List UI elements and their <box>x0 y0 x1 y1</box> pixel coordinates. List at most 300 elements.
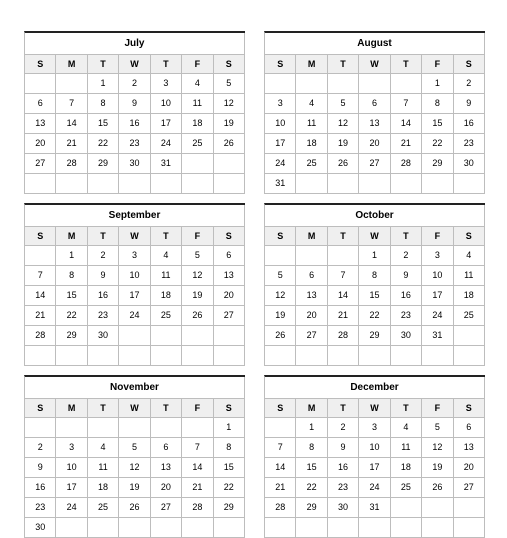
weekday-header: S <box>265 227 296 246</box>
day-cell: 31 <box>265 174 296 194</box>
day-cell: 1 <box>88 74 119 94</box>
day-cell: 6 <box>359 94 390 114</box>
month-calendar <box>24 31 245 194</box>
day-cell: 27 <box>296 326 327 346</box>
weekday-header-row <box>265 55 485 74</box>
day-cell <box>182 154 213 174</box>
weekday-header: T <box>391 55 422 74</box>
day-cell: 12 <box>422 438 453 458</box>
weekday-header: T <box>151 399 182 418</box>
month-title: July <box>25 33 245 55</box>
day-cell: 3 <box>265 94 296 114</box>
week-row <box>265 326 485 346</box>
weekday-header: S <box>25 55 56 74</box>
weekday-header: S <box>265 399 296 418</box>
day-cell: 8 <box>296 438 327 458</box>
day-cell: 26 <box>422 478 453 498</box>
day-cell: 10 <box>359 438 390 458</box>
week-row <box>25 498 245 518</box>
day-cell <box>265 74 296 94</box>
day-cell: 18 <box>454 286 485 306</box>
day-cell <box>359 346 390 366</box>
day-cell: 6 <box>214 246 245 266</box>
day-cell: 13 <box>359 114 390 134</box>
day-cell: 26 <box>328 154 359 174</box>
day-cell <box>328 246 359 266</box>
day-cell: 5 <box>119 438 150 458</box>
week-row <box>265 286 485 306</box>
week-row <box>25 438 245 458</box>
day-cell: 9 <box>454 94 485 114</box>
day-cell: 30 <box>88 326 119 346</box>
week-row <box>25 134 245 154</box>
day-cell: 22 <box>422 134 453 154</box>
day-cell: 6 <box>296 266 327 286</box>
week-row <box>25 286 245 306</box>
month-calendar <box>264 203 485 366</box>
week-row <box>25 418 245 438</box>
week-row <box>265 438 485 458</box>
day-cell: 23 <box>328 478 359 498</box>
day-cell <box>56 74 87 94</box>
week-row <box>25 114 245 134</box>
day-cell: 23 <box>119 134 150 154</box>
day-cell <box>422 346 453 366</box>
day-cell <box>454 174 485 194</box>
day-cell: 4 <box>296 94 327 114</box>
day-cell: 15 <box>214 458 245 478</box>
week-row <box>25 306 245 326</box>
weekday-header: W <box>359 399 390 418</box>
day-cell: 19 <box>422 458 453 478</box>
day-cell: 24 <box>56 498 87 518</box>
week-row <box>25 326 245 346</box>
week-row <box>265 498 485 518</box>
day-cell: 8 <box>214 438 245 458</box>
day-cell <box>214 174 245 194</box>
day-cell <box>296 346 327 366</box>
weekday-header: T <box>391 227 422 246</box>
day-cell: 15 <box>88 114 119 134</box>
day-cell: 27 <box>214 306 245 326</box>
day-cell <box>88 346 119 366</box>
weekday-header: M <box>296 399 327 418</box>
day-cell: 15 <box>56 286 87 306</box>
day-cell: 26 <box>265 326 296 346</box>
day-cell <box>422 518 453 538</box>
day-cell: 27 <box>454 478 485 498</box>
day-cell: 10 <box>119 266 150 286</box>
week-row <box>265 134 485 154</box>
weekday-header-row <box>265 399 485 418</box>
day-cell: 23 <box>88 306 119 326</box>
weekday-header: M <box>296 55 327 74</box>
day-cell: 27 <box>151 498 182 518</box>
day-cell: 18 <box>296 134 327 154</box>
day-cell: 1 <box>214 418 245 438</box>
day-cell: 2 <box>119 74 150 94</box>
day-cell: 16 <box>391 286 422 306</box>
week-row <box>265 418 485 438</box>
day-cell: 15 <box>359 286 390 306</box>
day-cell <box>151 326 182 346</box>
day-cell: 11 <box>296 114 327 134</box>
week-row <box>265 346 485 366</box>
day-cell: 9 <box>88 266 119 286</box>
day-cell <box>214 326 245 346</box>
day-cell: 22 <box>296 478 327 498</box>
day-cell: 24 <box>119 306 150 326</box>
day-cell <box>454 346 485 366</box>
day-cell: 20 <box>359 134 390 154</box>
day-cell: 31 <box>151 154 182 174</box>
day-cell: 25 <box>88 498 119 518</box>
weekday-header: F <box>422 227 453 246</box>
day-cell: 2 <box>454 74 485 94</box>
day-cell <box>422 174 453 194</box>
day-cell: 23 <box>25 498 56 518</box>
weekday-header: F <box>422 55 453 74</box>
day-cell: 14 <box>328 286 359 306</box>
day-cell: 4 <box>391 418 422 438</box>
day-cell: 16 <box>88 286 119 306</box>
day-cell: 21 <box>56 134 87 154</box>
day-cell <box>151 418 182 438</box>
weekday-header-row <box>25 227 245 246</box>
day-cell <box>214 518 245 538</box>
weekday-header: T <box>328 55 359 74</box>
weekday-header-row <box>265 227 485 246</box>
day-cell: 20 <box>151 478 182 498</box>
day-cell: 1 <box>56 246 87 266</box>
day-cell <box>119 174 150 194</box>
day-cell: 11 <box>391 438 422 458</box>
day-cell: 25 <box>454 306 485 326</box>
day-cell <box>296 174 327 194</box>
day-cell: 30 <box>391 326 422 346</box>
weekday-header: T <box>88 399 119 418</box>
day-cell: 9 <box>119 94 150 114</box>
day-cell: 29 <box>296 498 327 518</box>
day-cell: 19 <box>214 114 245 134</box>
month-title: November <box>25 377 245 399</box>
day-cell: 21 <box>391 134 422 154</box>
day-cell: 30 <box>25 518 56 538</box>
month-title: October <box>265 205 485 227</box>
day-cell <box>25 74 56 94</box>
day-cell: 8 <box>88 94 119 114</box>
day-cell: 30 <box>328 498 359 518</box>
week-row <box>25 518 245 538</box>
day-cell: 20 <box>214 286 245 306</box>
day-cell: 29 <box>88 154 119 174</box>
day-cell <box>56 418 87 438</box>
day-cell <box>359 518 390 538</box>
day-cell: 5 <box>265 266 296 286</box>
week-row <box>25 478 245 498</box>
weekday-header: F <box>422 399 453 418</box>
day-cell: 21 <box>182 478 213 498</box>
day-cell: 24 <box>359 478 390 498</box>
weekday-header: M <box>56 55 87 74</box>
day-cell: 5 <box>214 74 245 94</box>
day-cell: 12 <box>328 114 359 134</box>
day-cell <box>119 518 150 538</box>
day-cell: 15 <box>296 458 327 478</box>
day-cell <box>296 246 327 266</box>
day-cell: 16 <box>328 458 359 478</box>
day-cell <box>214 346 245 366</box>
day-cell: 22 <box>88 134 119 154</box>
day-cell <box>328 74 359 94</box>
day-cell: 5 <box>182 246 213 266</box>
day-cell: 22 <box>214 478 245 498</box>
weekday-header: F <box>182 399 213 418</box>
day-cell: 26 <box>182 306 213 326</box>
day-cell <box>25 246 56 266</box>
day-cell: 2 <box>88 246 119 266</box>
day-cell <box>391 346 422 366</box>
weekday-header: M <box>296 227 327 246</box>
day-cell: 9 <box>25 458 56 478</box>
day-cell <box>214 154 245 174</box>
week-row <box>265 174 485 194</box>
day-cell: 9 <box>391 266 422 286</box>
day-cell: 29 <box>214 498 245 518</box>
day-cell <box>88 174 119 194</box>
week-row <box>25 266 245 286</box>
day-cell: 1 <box>359 246 390 266</box>
weekday-header: W <box>119 227 150 246</box>
day-cell: 28 <box>391 154 422 174</box>
day-cell <box>119 346 150 366</box>
day-cell: 7 <box>182 438 213 458</box>
day-cell <box>391 74 422 94</box>
weekday-header: S <box>265 55 296 74</box>
day-cell <box>391 498 422 518</box>
week-row <box>265 94 485 114</box>
week-row <box>25 458 245 478</box>
day-cell: 17 <box>119 286 150 306</box>
day-cell: 14 <box>182 458 213 478</box>
day-cell <box>265 418 296 438</box>
week-row <box>265 458 485 478</box>
day-cell: 24 <box>151 134 182 154</box>
day-cell: 3 <box>119 246 150 266</box>
weekday-header: T <box>328 399 359 418</box>
day-cell: 4 <box>88 438 119 458</box>
day-cell <box>422 498 453 518</box>
day-cell: 13 <box>151 458 182 478</box>
day-cell <box>88 418 119 438</box>
day-cell <box>119 418 150 438</box>
day-cell: 26 <box>119 498 150 518</box>
week-row <box>265 478 485 498</box>
day-cell <box>328 346 359 366</box>
day-cell: 28 <box>182 498 213 518</box>
day-cell <box>265 518 296 538</box>
day-cell: 13 <box>214 266 245 286</box>
day-cell: 4 <box>454 246 485 266</box>
day-cell: 11 <box>182 94 213 114</box>
month-title: August <box>265 33 485 55</box>
day-cell: 21 <box>328 306 359 326</box>
day-cell: 20 <box>25 134 56 154</box>
day-cell: 8 <box>359 266 390 286</box>
day-cell <box>391 174 422 194</box>
day-cell: 23 <box>391 306 422 326</box>
day-cell: 2 <box>391 246 422 266</box>
day-cell: 13 <box>25 114 56 134</box>
day-cell: 21 <box>265 478 296 498</box>
day-cell <box>182 174 213 194</box>
day-cell: 9 <box>328 438 359 458</box>
week-row <box>265 266 485 286</box>
week-row <box>265 74 485 94</box>
day-cell <box>151 518 182 538</box>
day-cell <box>359 74 390 94</box>
day-cell: 29 <box>422 154 453 174</box>
day-cell <box>56 174 87 194</box>
day-cell: 22 <box>56 306 87 326</box>
day-cell: 7 <box>25 266 56 286</box>
day-cell: 18 <box>88 478 119 498</box>
day-cell: 14 <box>391 114 422 134</box>
day-cell: 5 <box>328 94 359 114</box>
weekday-header: S <box>454 55 485 74</box>
week-row <box>25 74 245 94</box>
day-cell: 3 <box>359 418 390 438</box>
week-row <box>25 246 245 266</box>
day-cell: 21 <box>25 306 56 326</box>
day-cell: 26 <box>214 134 245 154</box>
day-cell: 14 <box>25 286 56 306</box>
month-calendar <box>264 31 485 194</box>
day-cell: 7 <box>328 266 359 286</box>
day-cell: 16 <box>119 114 150 134</box>
day-cell: 3 <box>56 438 87 458</box>
day-cell <box>391 518 422 538</box>
day-cell: 25 <box>296 154 327 174</box>
weekday-header: M <box>56 399 87 418</box>
day-cell: 15 <box>422 114 453 134</box>
day-cell <box>359 174 390 194</box>
weekday-header: S <box>454 227 485 246</box>
week-row <box>25 154 245 174</box>
day-cell <box>182 518 213 538</box>
weekday-header: F <box>182 227 213 246</box>
day-cell: 12 <box>214 94 245 114</box>
day-cell: 24 <box>422 306 453 326</box>
day-cell: 22 <box>359 306 390 326</box>
weekday-header: T <box>151 227 182 246</box>
day-cell: 27 <box>359 154 390 174</box>
day-cell: 17 <box>265 134 296 154</box>
weekday-header-row <box>25 55 245 74</box>
day-cell: 30 <box>119 154 150 174</box>
day-cell: 4 <box>151 246 182 266</box>
day-cell <box>88 518 119 538</box>
weekday-header: S <box>454 399 485 418</box>
day-cell: 6 <box>25 94 56 114</box>
day-cell <box>265 346 296 366</box>
day-cell: 13 <box>454 438 485 458</box>
day-cell: 8 <box>56 266 87 286</box>
day-cell <box>151 346 182 366</box>
day-cell: 10 <box>56 458 87 478</box>
day-cell <box>454 518 485 538</box>
day-cell: 29 <box>359 326 390 346</box>
day-cell: 2 <box>25 438 56 458</box>
day-cell: 31 <box>359 498 390 518</box>
day-cell: 11 <box>454 266 485 286</box>
day-cell: 7 <box>391 94 422 114</box>
day-cell <box>25 418 56 438</box>
day-cell: 4 <box>182 74 213 94</box>
day-cell: 29 <box>56 326 87 346</box>
day-cell <box>56 518 87 538</box>
day-cell: 11 <box>88 458 119 478</box>
day-cell: 25 <box>151 306 182 326</box>
day-cell <box>25 346 56 366</box>
day-cell: 7 <box>56 94 87 114</box>
day-cell: 2 <box>328 418 359 438</box>
weekday-header: T <box>328 227 359 246</box>
month-title: September <box>25 205 245 227</box>
weekday-header: T <box>88 227 119 246</box>
day-cell: 19 <box>328 134 359 154</box>
day-cell: 13 <box>296 286 327 306</box>
day-cell: 5 <box>422 418 453 438</box>
day-cell: 18 <box>391 458 422 478</box>
day-cell: 19 <box>265 306 296 326</box>
day-cell: 27 <box>25 154 56 174</box>
day-cell: 28 <box>265 498 296 518</box>
weekday-header: T <box>391 399 422 418</box>
day-cell: 3 <box>422 246 453 266</box>
weekday-header: W <box>359 55 390 74</box>
week-row <box>265 114 485 134</box>
day-cell: 17 <box>151 114 182 134</box>
weekday-header: S <box>25 399 56 418</box>
weekday-header: S <box>214 399 245 418</box>
day-cell: 17 <box>422 286 453 306</box>
weekday-header: W <box>119 399 150 418</box>
weekday-header: F <box>182 55 213 74</box>
day-cell <box>328 174 359 194</box>
weekday-header: M <box>56 227 87 246</box>
month-calendar <box>24 375 245 538</box>
day-cell: 30 <box>454 154 485 174</box>
month-title: December <box>265 377 485 399</box>
week-row <box>265 246 485 266</box>
day-cell: 18 <box>182 114 213 134</box>
day-cell: 31 <box>422 326 453 346</box>
day-cell <box>25 174 56 194</box>
day-cell: 6 <box>454 418 485 438</box>
weekday-header: W <box>119 55 150 74</box>
weekday-header: T <box>88 55 119 74</box>
month-calendar <box>24 203 245 366</box>
day-cell: 6 <box>151 438 182 458</box>
day-cell: 28 <box>56 154 87 174</box>
day-cell: 23 <box>454 134 485 154</box>
day-cell: 28 <box>328 326 359 346</box>
week-row <box>25 94 245 114</box>
day-cell: 10 <box>422 266 453 286</box>
day-cell: 19 <box>182 286 213 306</box>
weekday-header: S <box>214 55 245 74</box>
